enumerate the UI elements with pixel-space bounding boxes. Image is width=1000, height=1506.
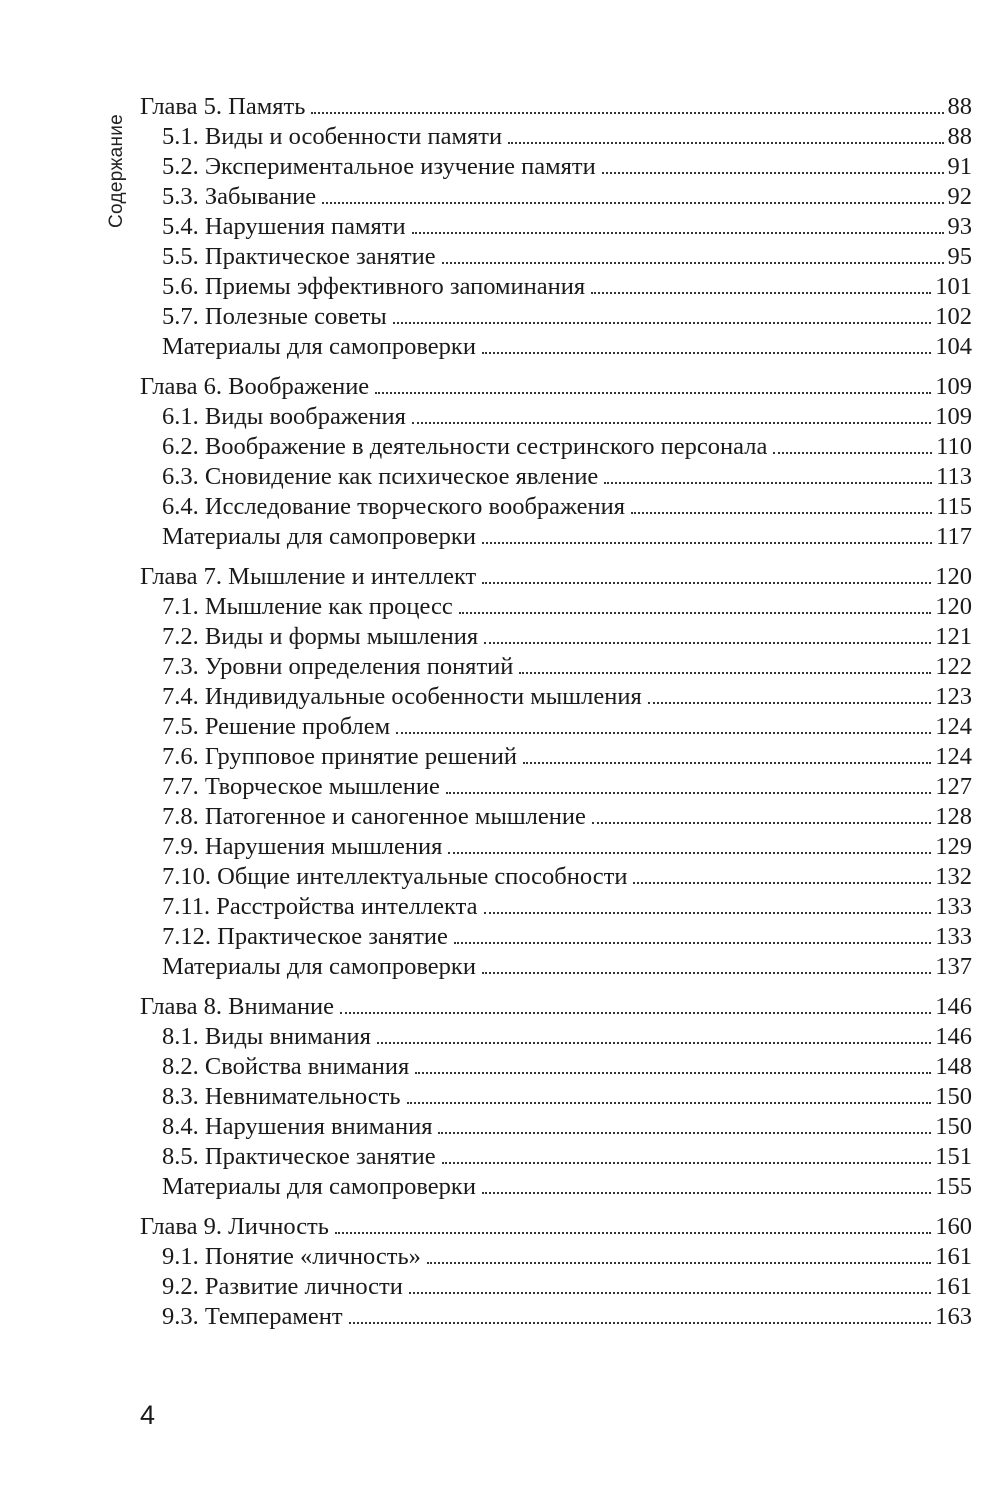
toc-subsection-entry: [140, 332, 972, 362]
toc-entry-title: 7.1. Мышление как процесс: [162, 593, 453, 620]
toc-entry-title: 7.8. Патогенное и саногенное мышление: [162, 803, 586, 830]
toc-entry-title: 6.2. Воображение в деятельности сестринского персонала: [162, 433, 768, 460]
dot-leader: [409, 1292, 931, 1294]
dot-leader: [377, 1042, 931, 1044]
toc-entry-title: 7.11. Расстройства интеллекта: [162, 893, 478, 920]
toc-entry-page: 161: [935, 1273, 972, 1300]
toc-entry-page: 150: [935, 1113, 972, 1140]
toc-entry-title: 8.4. Нарушения внимания: [162, 1113, 433, 1140]
toc-chapter-entry: [140, 1212, 972, 1242]
dot-leader: [393, 322, 932, 324]
toc-entry-title: 5.1. Виды и особенности памяти: [162, 123, 503, 150]
toc-subsection-entry: [140, 862, 972, 892]
toc-entry-title: 9.3. Темперамент: [162, 1303, 343, 1330]
dot-leader: [482, 972, 931, 974]
dot-leader: [349, 1322, 932, 1324]
toc-subsection-entry: [140, 952, 972, 982]
toc-entry-title: 7.12. Практическое занятие: [162, 923, 448, 950]
dot-leader: [322, 202, 943, 204]
toc-entry-title: Материалы для самопроверки: [162, 953, 476, 980]
toc-entry-title: 6.1. Виды воображения: [162, 403, 406, 430]
toc-subsection-entry: [140, 742, 972, 772]
toc-entry-page: 110: [936, 433, 972, 460]
toc-subsection-entry: [140, 1112, 972, 1142]
toc-entry-title: 7.10. Общие интеллектуальные способности: [162, 863, 628, 890]
toc-entry-page: 133: [935, 893, 972, 920]
dot-leader: [340, 1012, 931, 1014]
toc-entry-page: 129: [935, 833, 972, 860]
toc-subsection-entry: [140, 1302, 972, 1332]
toc-entry-page: 102: [935, 303, 972, 330]
toc-entry-title: 7.9. Нарушения мышления: [162, 833, 443, 860]
toc-entry-title: 5.7. Полезные советы: [162, 303, 387, 330]
page-number: 4: [140, 1400, 156, 1430]
toc-entry-title: 8.5. Практическое занятие: [162, 1143, 436, 1170]
toc-chapter-entry: [140, 562, 972, 592]
dot-leader: [396, 732, 931, 734]
toc-subsection-entry: [140, 1242, 972, 1272]
dot-leader: [412, 422, 931, 424]
toc-entry-page: 117: [936, 523, 972, 550]
dot-leader: [407, 1102, 932, 1104]
toc-chapter-entry: [140, 372, 972, 402]
toc-subsection-entry: [140, 652, 972, 682]
dot-leader: [482, 582, 931, 584]
dot-leader: [604, 482, 932, 484]
running-header-side-label: Содержание: [106, 113, 127, 228]
toc-entry-title: Материалы для самопроверки: [162, 333, 476, 360]
toc-subsection-entry: [140, 1082, 972, 1112]
toc-subsection-entry: [140, 402, 972, 432]
toc-subsection-entry: [140, 772, 972, 802]
table-of-contents: [140, 92, 972, 1332]
toc-entry-page: 163: [935, 1303, 972, 1330]
toc-entry-title: 8.2. Свойства внимания: [162, 1053, 410, 1080]
toc-entry-title: Глава 8. Внимание: [140, 993, 335, 1020]
toc-entry-page: 146: [935, 1023, 972, 1050]
toc-entry-page: 148: [935, 1053, 972, 1080]
toc-subsection-entry: [140, 522, 972, 552]
toc-entry-title: 6.3. Сновидение как психическое явление: [162, 463, 599, 490]
toc-entry-title: 8.3. Невнимательность: [162, 1083, 401, 1110]
toc-entry-page: 124: [935, 713, 972, 740]
toc-entry-page: 93: [947, 213, 972, 240]
dot-leader: [484, 912, 932, 914]
toc-entry-page: 91: [947, 153, 972, 180]
toc-entry-page: 101: [935, 273, 972, 300]
toc-subsection-entry: [140, 1272, 972, 1302]
dot-leader: [438, 1132, 931, 1134]
toc-entry-page: 121: [935, 623, 972, 650]
dot-leader: [427, 1262, 931, 1264]
toc-subsection-entry: [140, 1142, 972, 1172]
toc-entry-title: 7.6. Групповое принятие решений: [162, 743, 517, 770]
toc-entry-title: 5.2. Экспериментальное изучение памяти: [162, 153, 596, 180]
dot-leader: [454, 942, 931, 944]
toc-entry-page: 133: [935, 923, 972, 950]
toc-subsection-entry: [140, 212, 972, 242]
toc-subsection-entry: [140, 492, 972, 522]
dot-leader: [484, 642, 931, 644]
toc-chapter-entry: [140, 992, 972, 1022]
dot-leader: [482, 1192, 931, 1194]
toc-subsection-entry: [140, 1022, 972, 1052]
toc-entry-title: 7.3. Уровни определения понятий: [162, 653, 514, 680]
toc-entry-title: 7.4. Индивидуальные особенности мышления: [162, 683, 642, 710]
toc-entry-title: 6.4. Исследование творческого воображения: [162, 493, 626, 520]
toc-entry-page: 104: [935, 333, 972, 360]
toc-entry-page: 113: [936, 463, 972, 490]
toc-entry-page: 120: [935, 563, 972, 590]
dot-leader: [412, 232, 944, 234]
toc-entry-page: 160: [935, 1213, 972, 1240]
toc-entry-page: 150: [935, 1083, 972, 1110]
toc-subsection-entry: [140, 1172, 972, 1202]
toc-entry-page: 109: [935, 403, 972, 430]
toc-entry-title: Материалы для самопроверки: [162, 523, 476, 550]
dot-leader: [631, 512, 932, 514]
dot-leader: [633, 882, 931, 884]
toc-entry-title: 5.6. Приемы эффективного запоминания: [162, 273, 586, 300]
dot-leader: [335, 1232, 931, 1234]
toc-entry-title: 8.1. Виды внимания: [162, 1023, 371, 1050]
dot-leader: [375, 392, 931, 394]
toc-entry-title: 5.3. Забывание: [162, 183, 317, 210]
dot-leader: [648, 702, 932, 704]
toc-entry-title: 9.1. Понятие «личность»: [162, 1243, 421, 1270]
toc-entry-page: 88: [947, 93, 972, 120]
toc-entry-title: 7.7. Творческое мышление: [162, 773, 440, 800]
toc-entry-page: 123: [935, 683, 972, 710]
toc-entry-title: 7.2. Виды и формы мышления: [162, 623, 479, 650]
toc-subsection-entry: [140, 592, 972, 622]
toc-subsection-entry: [140, 832, 972, 862]
toc-entry-title: 5.4. Нарушения памяти: [162, 213, 406, 240]
dot-leader: [442, 1162, 932, 1164]
toc-subsection-entry: [140, 122, 972, 152]
dot-leader: [482, 352, 931, 354]
toc-entry-title: Глава 7. Мышление и интеллект: [140, 563, 477, 590]
toc-entry-page: 128: [935, 803, 972, 830]
dot-leader: [311, 112, 943, 114]
toc-subsection-entry: [140, 302, 972, 332]
toc-subsection-entry: [140, 1052, 972, 1082]
toc-subsection-entry: [140, 182, 972, 212]
dot-leader: [482, 542, 932, 544]
toc-entry-page: 95: [947, 243, 972, 270]
toc-entry-title: 5.5. Практическое занятие: [162, 243, 436, 270]
toc-entry-page: 120: [935, 593, 972, 620]
toc-entry-page: 124: [935, 743, 972, 770]
dot-leader: [508, 142, 943, 144]
dot-leader: [523, 762, 931, 764]
toc-entry-page: 161: [935, 1243, 972, 1270]
toc-entry-title: Глава 9. Личность: [140, 1213, 329, 1240]
toc-subsection-entry: [140, 242, 972, 272]
dot-leader: [602, 172, 944, 174]
toc-entry-page: 132: [935, 863, 972, 890]
toc-subsection-entry: [140, 712, 972, 742]
toc-entry-page: 92: [947, 183, 972, 210]
toc-entry-page: 146: [935, 993, 972, 1020]
dot-leader: [519, 672, 931, 674]
toc-entry-page: 151: [935, 1143, 972, 1170]
toc-subsection-entry: [140, 462, 972, 492]
toc-entry-title: Глава 6. Воображение: [140, 373, 370, 400]
toc-entry-page: 88: [947, 123, 972, 150]
toc-subsection-entry: [140, 802, 972, 832]
toc-chapter-entry: [140, 92, 972, 122]
toc-entry-title: 7.5. Решение проблем: [162, 713, 391, 740]
toc-subsection-entry: [140, 152, 972, 182]
dot-leader: [446, 792, 931, 794]
toc-entry-page: 109: [935, 373, 972, 400]
toc-entry-page: 122: [935, 653, 972, 680]
toc-subsection-entry: [140, 622, 972, 652]
dot-leader: [773, 452, 932, 454]
toc-entry-page: 155: [935, 1173, 972, 1200]
dot-leader: [592, 822, 931, 824]
dot-leader: [459, 612, 932, 614]
toc-subsection-entry: [140, 272, 972, 302]
dot-leader: [442, 262, 944, 264]
toc-entry-page: 115: [936, 493, 972, 520]
dot-leader: [448, 852, 931, 854]
toc-entry-title: 9.2. Развитие личности: [162, 1273, 403, 1300]
dot-leader: [415, 1072, 931, 1074]
toc-subsection-entry: [140, 922, 972, 952]
toc-entry-page: 127: [935, 773, 972, 800]
toc-subsection-entry: [140, 892, 972, 922]
toc-entry-title: Материалы для самопроверки: [162, 1173, 476, 1200]
toc-entry-page: 137: [935, 953, 972, 980]
toc-subsection-entry: [140, 682, 972, 712]
toc-subsection-entry: [140, 432, 972, 462]
dot-leader: [591, 292, 931, 294]
toc-entry-title: Глава 5. Память: [140, 93, 306, 120]
